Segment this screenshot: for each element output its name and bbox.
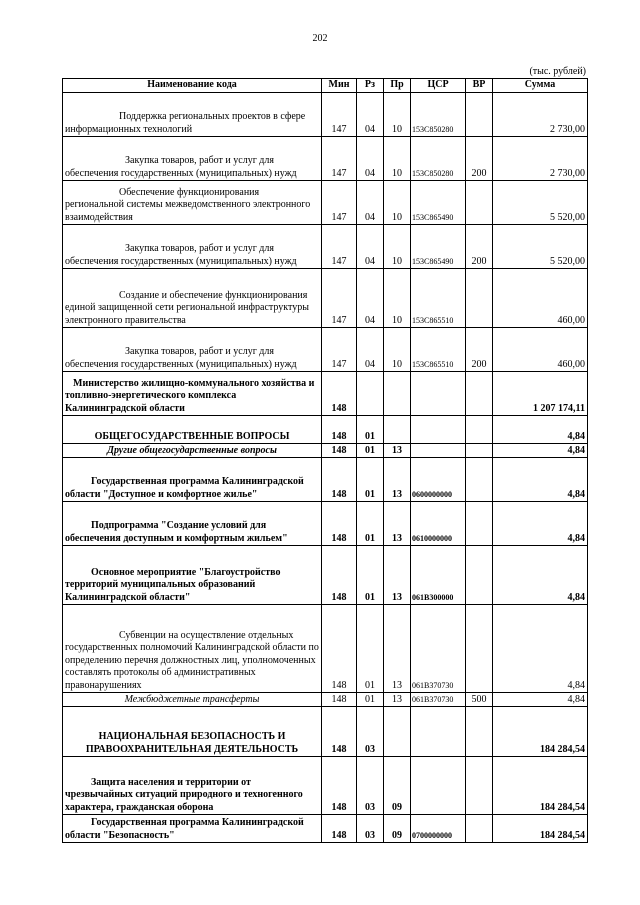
row-csr: 061В370730 <box>411 605 466 693</box>
row-sum: 4,84 <box>493 502 588 546</box>
row-rz: 03 <box>357 815 384 843</box>
table-row <box>63 269 588 328</box>
row-vr <box>466 269 493 328</box>
row-min: 147 <box>322 269 357 328</box>
col-header-vr: ВР <box>466 79 493 93</box>
col-header-rz: Рз <box>357 79 384 93</box>
row-min: 148 <box>322 416 357 444</box>
row-rz: 03 <box>357 757 384 815</box>
row-sum: 1 207 174,11 <box>493 372 588 416</box>
row-csr: 0700000000 <box>411 815 466 843</box>
row-min: 148 <box>322 444 357 458</box>
row-csr: 153С865490 <box>411 225 466 269</box>
row-name: Поддержка региональных проектов в сфере информационных технологий <box>65 111 306 135</box>
row-min: 148 <box>322 546 357 605</box>
table-row <box>63 328 588 372</box>
row-vr <box>466 93 493 137</box>
row-csr: 153С865490 <box>411 181 466 225</box>
table-row <box>63 757 588 815</box>
col-header-pr: Пр <box>384 79 411 93</box>
row-name: Основное мероприятие "Благоустройство территорий муниципальных образований Калининградской области" <box>65 566 281 603</box>
budget-table <box>62 78 588 843</box>
row-csr: 153С850280 <box>411 137 466 181</box>
row-pr: 13 <box>384 502 411 546</box>
row-vr: 200 <box>466 137 493 181</box>
row-rz: 01 <box>357 458 384 502</box>
row-vr <box>466 757 493 815</box>
row-rz <box>357 372 384 416</box>
table-row <box>63 444 588 458</box>
table-row <box>63 605 588 693</box>
row-pr: 10 <box>384 181 411 225</box>
row-csr: 061В300000 <box>411 546 466 605</box>
row-csr: 0600000000 <box>411 458 466 502</box>
row-vr <box>466 372 493 416</box>
row-rz: 04 <box>357 137 384 181</box>
table-row <box>63 181 588 225</box>
row-sum: 4,84 <box>493 693 588 707</box>
table-row <box>63 502 588 546</box>
row-rz: 03 <box>357 707 384 757</box>
table-row <box>63 546 588 605</box>
row-sum: 4,84 <box>493 546 588 605</box>
row-vr <box>466 458 493 502</box>
row-csr <box>411 757 466 815</box>
row-name: Подпрограмма "Создание условий для обеспечения доступным и комфортным жильем" <box>65 520 288 544</box>
row-pr: 10 <box>384 93 411 137</box>
row-name: Межбюджетные трансферты <box>124 693 260 705</box>
row-csr <box>411 372 466 416</box>
row-sum: 5 520,00 <box>493 225 588 269</box>
row-csr <box>411 416 466 444</box>
row-pr: 09 <box>384 757 411 815</box>
row-pr <box>384 372 411 416</box>
table-row <box>63 693 588 707</box>
row-name: НАЦИОНАЛЬНАЯ БЕЗОПАСНОСТЬ И ПРАВООХРАНИТЕЛЬНАЯ ДЕЯТЕЛЬНОСТЬ <box>85 731 299 755</box>
row-csr: 153С865510 <box>411 269 466 328</box>
row-pr: 13 <box>384 546 411 605</box>
row-rz: 01 <box>357 546 384 605</box>
table-row <box>63 93 588 137</box>
row-min: 147 <box>322 181 357 225</box>
row-vr: 500 <box>466 693 493 707</box>
row-min: 148 <box>322 605 357 693</box>
row-name: Государственная программа Калининградской области "Доступное и комфортное жилье" <box>65 476 304 500</box>
col-header-sum: Сумма <box>493 79 588 93</box>
table-row <box>63 815 588 843</box>
page-number: 202 <box>312 33 328 44</box>
row-min: 148 <box>322 372 357 416</box>
row-min: 148 <box>322 757 357 815</box>
row-pr: 13 <box>384 458 411 502</box>
row-pr: 10 <box>384 328 411 372</box>
row-pr: 13 <box>384 444 411 458</box>
row-sum: 184 284,54 <box>493 707 588 757</box>
row-sum: 4,84 <box>493 444 588 458</box>
row-min: 147 <box>322 137 357 181</box>
row-min: 147 <box>322 225 357 269</box>
row-csr: 0610000000 <box>411 502 466 546</box>
row-rz: 01 <box>357 605 384 693</box>
row-rz: 01 <box>357 444 384 458</box>
row-vr <box>466 605 493 693</box>
col-header-min: Мин <box>322 79 357 93</box>
row-vr: 200 <box>466 328 493 372</box>
row-rz: 04 <box>357 269 384 328</box>
row-vr <box>466 416 493 444</box>
table-row <box>63 137 588 181</box>
row-csr <box>411 444 466 458</box>
row-rz: 04 <box>357 181 384 225</box>
row-pr: 09 <box>384 815 411 843</box>
row-min: 147 <box>322 93 357 137</box>
row-pr: 13 <box>384 605 411 693</box>
row-rz: 04 <box>357 225 384 269</box>
row-csr: 153С850280 <box>411 93 466 137</box>
row-min: 148 <box>322 502 357 546</box>
row-min: 148 <box>322 458 357 502</box>
row-sum: 460,00 <box>493 269 588 328</box>
row-csr: 061В370730 <box>411 693 466 707</box>
row-rz: 04 <box>357 93 384 137</box>
row-name: Обеспечение функционирования региональной системы межведомственного электронного взаимодействия <box>65 186 311 223</box>
col-header-name: Наименование кода <box>63 79 322 93</box>
units-label: (тыс. рублей) <box>529 66 586 77</box>
row-name: Закупка товаров, работ и услуг для обеспечения государственных (муниципальных) нужд <box>65 346 297 370</box>
table-row <box>63 416 588 444</box>
row-name: Другие общегосударственные вопросы <box>107 444 277 456</box>
row-sum: 5 520,00 <box>493 181 588 225</box>
row-rz: 01 <box>357 502 384 546</box>
row-csr <box>411 707 466 757</box>
row-pr: 10 <box>384 269 411 328</box>
row-vr <box>466 181 493 225</box>
row-min: 148 <box>322 815 357 843</box>
row-name: Государственная программа Калининградской области "Безопасность" <box>65 817 304 841</box>
row-pr <box>384 416 411 444</box>
row-vr <box>466 707 493 757</box>
row-sum: 4,84 <box>493 605 588 693</box>
row-min: 148 <box>322 707 357 757</box>
row-pr <box>384 707 411 757</box>
row-rz: 01 <box>357 693 384 707</box>
row-pr: 10 <box>384 225 411 269</box>
table-row <box>63 707 588 757</box>
row-sum: 4,84 <box>493 416 588 444</box>
row-pr: 10 <box>384 137 411 181</box>
row-name: Министерство жилищно-коммунального хозяйства и топливно-энергетического комплекса Калининградской области <box>65 377 315 414</box>
row-csr: 153С865510 <box>411 328 466 372</box>
row-sum: 4,84 <box>493 458 588 502</box>
row-sum: 184 284,54 <box>493 815 588 843</box>
row-name: Субвенции на осуществление отдельных государственных полномочий Калининградской области по определению перечня должностных лиц, уполномоченных составлять протоколы об административных правонарушениях <box>65 629 319 691</box>
col-header-csr: ЦСР <box>411 79 466 93</box>
table-row <box>63 225 588 269</box>
row-rz: 04 <box>357 328 384 372</box>
row-pr: 13 <box>384 693 411 707</box>
row-name: Создание и обеспечение функционирования единой защищенной сети региональной инфраструктуры электронного правительства <box>65 289 309 326</box>
row-sum: 2 730,00 <box>493 93 588 137</box>
row-sum: 460,00 <box>493 328 588 372</box>
row-sum: 184 284,54 <box>493 757 588 815</box>
row-vr <box>466 815 493 843</box>
row-rz: 01 <box>357 416 384 444</box>
row-vr <box>466 444 493 458</box>
row-vr: 200 <box>466 225 493 269</box>
row-sum: 2 730,00 <box>493 137 588 181</box>
table-header-row <box>63 79 588 93</box>
row-name: Закупка товаров, работ и услуг для обеспечения государственных (муниципальных) нужд <box>65 243 297 267</box>
row-name: Защита населения и территории от чрезвычайных ситуаций природного и техногенного характера, гражданская оборона <box>65 776 303 813</box>
row-name: Закупка товаров, работ и услуг для обеспечения государственных (муниципальных) нужд <box>65 155 297 179</box>
row-min: 147 <box>322 328 357 372</box>
table-row <box>63 458 588 502</box>
row-vr <box>466 546 493 605</box>
table-row <box>63 372 588 416</box>
row-min: 148 <box>322 693 357 707</box>
row-name: ОБЩЕГОСУДАРСТВЕННЫЕ ВОПРОСЫ <box>94 430 290 442</box>
row-vr <box>466 502 493 546</box>
